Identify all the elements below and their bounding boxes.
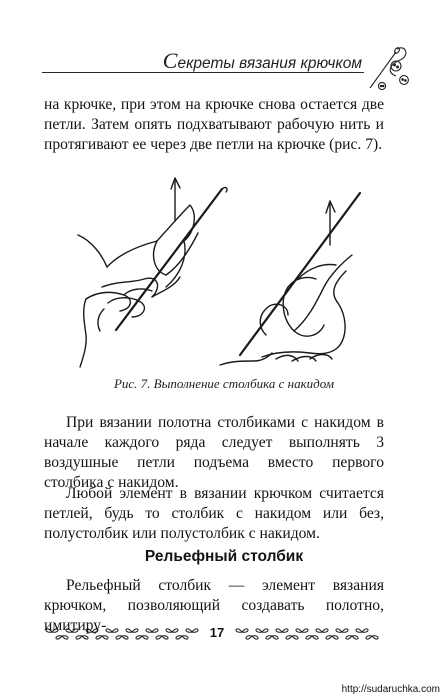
figure-caption: Рис. 7. Выполнение столбика с накидом xyxy=(113,376,335,391)
header-title-rest: екреты вязания крючком xyxy=(177,55,362,72)
paragraph-rows: При вязании полотна столбиками с накидом в начале каждого ряда следует выполнять 3 воздушные петли подъема вместо первого столбика с накидом. xyxy=(44,414,384,491)
butterfly-motif xyxy=(296,629,308,632)
header-rule xyxy=(42,72,364,73)
butterfly-motif xyxy=(346,636,358,639)
butterfly-motif xyxy=(46,629,58,632)
butterfly-motif xyxy=(246,636,258,639)
butterfly-motif xyxy=(66,629,78,632)
butterfly-motif xyxy=(356,629,368,632)
butterfly-motif xyxy=(156,636,168,639)
butterfly-motif xyxy=(76,636,88,639)
butterfly-motif xyxy=(236,629,248,632)
paragraph-intro: на крючке, при этом на крючке снова остается две петли. Затем опять подхватывают рабочую нить и протягивают ее через две петли на крючке (рис. 7). xyxy=(44,96,384,153)
butterfly-motif xyxy=(276,629,288,632)
butterfly-motif xyxy=(136,636,148,639)
butterfly-motif xyxy=(316,629,328,632)
section-heading: Рельефный столбик xyxy=(144,548,304,565)
page-number: 17 xyxy=(209,625,225,640)
butterfly-motif xyxy=(366,636,378,639)
paragraph-loops: Любой элемент в вязании крючком считается петлей, будь то столбик с накидом или без, полустолбик или полустолбик с накидом. xyxy=(44,485,384,542)
butterfly-motif xyxy=(186,629,198,632)
butterfly-border-ornament-left xyxy=(44,622,204,646)
butterfly-motif xyxy=(286,636,298,639)
butterfly-motif xyxy=(116,636,128,639)
butterfly-motif xyxy=(326,636,338,639)
butterfly-border-ornament-right xyxy=(234,622,384,646)
butterfly-motif xyxy=(126,629,138,632)
butterfly-motif xyxy=(146,629,158,632)
butterfly-motif xyxy=(106,629,118,632)
running-header xyxy=(0,40,448,100)
butterfly-motif xyxy=(166,629,178,632)
butterfly-motif xyxy=(86,629,98,632)
footer xyxy=(0,622,448,646)
butterfly-motif xyxy=(336,629,348,632)
watermark: http://sudaruchka.com xyxy=(341,684,440,695)
header-title xyxy=(163,48,362,74)
butterfly-motif xyxy=(256,629,268,632)
butterfly-motif xyxy=(266,636,278,639)
needle-and-buttons-icon xyxy=(366,42,412,94)
paragraph-relief: Рельефный столбик — элемент вязания крючком, позволяющий создавать полотно, имитиру- xyxy=(44,577,384,634)
butterfly-motif xyxy=(56,636,68,639)
header-title-initial: С xyxy=(162,48,178,73)
butterfly-motif xyxy=(306,636,318,639)
butterfly-motif xyxy=(176,636,188,639)
crochet-double-stitch-illustration xyxy=(62,175,362,370)
butterfly-motif xyxy=(96,636,108,639)
